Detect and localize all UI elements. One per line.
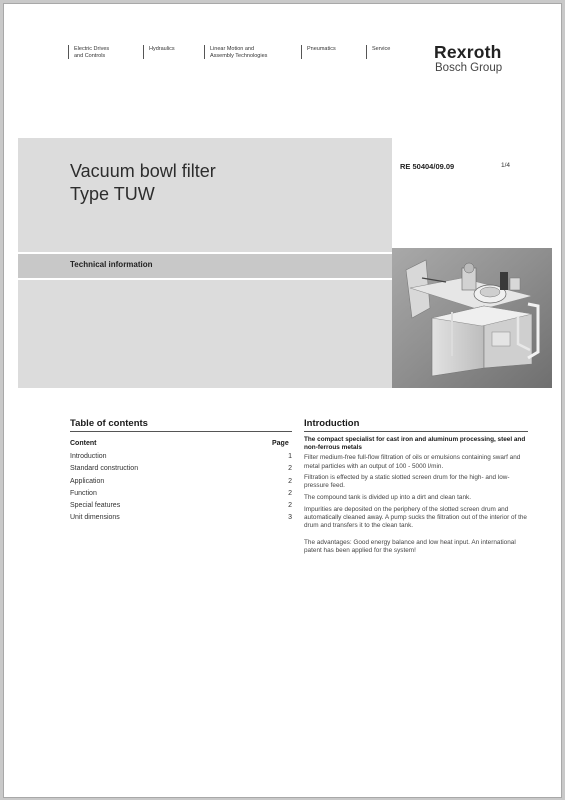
intro-paragraph: Filter medium-free full-flow filtration of oils or emulsions containing swarf and metal particles with an output of 100 - 5000 l/min. [304, 454, 521, 470]
intro-paragraph: Filtration is effected by a static slotted screen drum for the high- and low-pressure feed. [304, 474, 510, 490]
toc-entry[interactable] [70, 478, 292, 490]
nav-item-electric-drives[interactable]: Electric Drives and Controls [74, 46, 110, 59]
intro-paragraph: Impurities are deposited on the periphery of the slotted screen drum and automatically cleaned away. A pump sucks the filtration out of the interior of the drum and transfers it to the clean tank. [304, 505, 527, 529]
nav-item-hydraulics[interactable]: Hydraulics [149, 46, 175, 52]
intro-rule [304, 431, 528, 432]
nav-separator [204, 45, 205, 59]
page-indicator: 1/4 [501, 162, 511, 169]
brand-logo: Rexroth [434, 42, 502, 62]
nav-separator [143, 45, 144, 59]
intro-paragraph: The advantages: Good energy balance and low heat input. An international patent has been applied for the system! [304, 539, 516, 555]
nav-item-linear-motion[interactable]: Linear Motion and Assembly Technologies [210, 46, 268, 59]
toc-entry[interactable] [70, 465, 292, 477]
toc-entry-page: 2 [288, 489, 292, 497]
toc-entry-title: Introduction [70, 453, 107, 460]
nav-separator [68, 45, 69, 59]
nav-separator [366, 45, 367, 59]
toc-entry[interactable] [70, 514, 292, 526]
title-line-1: Vacuum bowl filter [70, 161, 216, 181]
intro-heading: Introduction [304, 418, 360, 429]
toc-entry[interactable] [70, 502, 292, 514]
toc-list [70, 453, 292, 527]
toc-entry-title: Special features [70, 502, 121, 510]
toc-entry-page: 2 [288, 502, 292, 510]
toc-rule [70, 431, 292, 432]
toc-entry-page: 2 [288, 477, 292, 485]
title-line-2: Type TUW [70, 184, 155, 204]
toc-column-content: Content [70, 440, 97, 447]
intro-lead: The compact specialist for cast iron and aluminum processing, steel and non-ferrous metals [304, 436, 526, 452]
toc-entry-page: 2 [288, 465, 292, 473]
toc-entry[interactable] [70, 453, 292, 465]
nav-item-service[interactable]: Service [372, 46, 391, 52]
toc-column-page: Page [272, 440, 289, 447]
toc-entry-page: 1 [288, 453, 292, 460]
toc-entry-title: Unit dimensions [70, 514, 120, 522]
intro-body [304, 436, 530, 559]
document-number: RE 50404/09.09 [400, 162, 455, 171]
toc-entry-title: Application [70, 477, 105, 485]
toc-entry-title: Function [70, 489, 97, 497]
toc-entry-title: Standard construction [70, 465, 139, 473]
brand-subtitle: Bosch Group [435, 62, 503, 74]
page-title [70, 160, 216, 206]
nav-item-pneumatics[interactable]: Pneumatics [307, 46, 336, 52]
section-label: Technical information [70, 260, 153, 269]
toc-entry[interactable] [70, 490, 292, 502]
toc-heading: Table of contents [70, 418, 148, 429]
lower-band [18, 280, 392, 388]
intro-paragraph: The compound tank is divided up into a dirt and clean tank. [304, 494, 471, 501]
nav-separator [301, 45, 302, 59]
document-page [3, 3, 562, 798]
product-photo [392, 248, 552, 388]
toc-entry-page: 3 [288, 514, 292, 522]
